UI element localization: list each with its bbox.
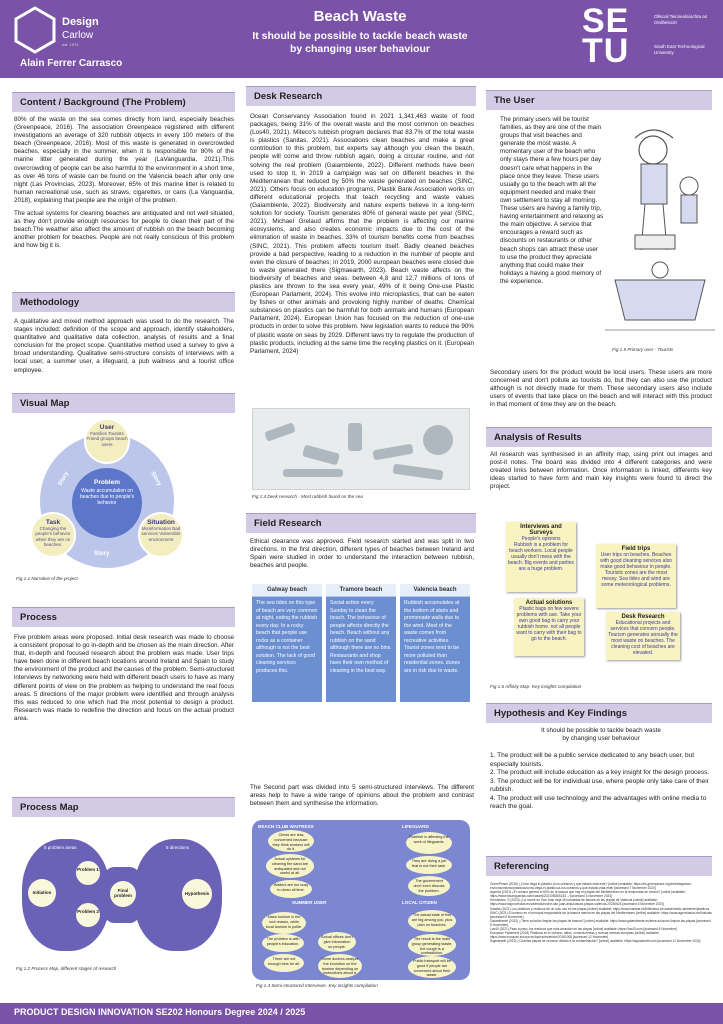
logo-line2: Carlow	[62, 30, 94, 41]
desk-research-heading: Desk Research	[246, 86, 476, 106]
author-name: Alain Ferrer Carrasco	[20, 58, 123, 69]
desk-research-note	[606, 612, 680, 660]
reference-item: Gaiambiente (2022) ¿Tiene solución limpiar las playas de basura? [online] available: https://www.gaiambiente.es/tiene-solucion-limpiar-las-playas [accessed 6 November]	[490, 918, 711, 927]
analysis-of-results-heading: Analysis of Results	[486, 427, 712, 447]
hypothesis-intro-line1: It should be possible to tackle beach waste	[541, 727, 661, 734]
visual-map-diagram	[22, 418, 192, 568]
insight-bubble: Actual offices don't give information on people.	[318, 932, 356, 952]
problem-1-node: Problem 1	[76, 861, 100, 885]
galway-beach-cell: The sea tides on this type of beach are very common at night, eating the rubbish every day. In a rocky beach that people use rocks as a container although is not the best solution. The lack of good cleaning services produces this.	[256, 600, 318, 674]
reference-item: Agenda (2021) ¿El océano genera el 80% de la basura que hay en playas del Mediterráneo en la temporada de verano? [online] available: https://www.lavanguardia.com/natural/20210608/5233.../ [accessed 3 November 2024]	[490, 890, 686, 899]
setu-english-name: South East Technological University	[654, 44, 705, 55]
insight-bubble: There are not enough bins for all.	[264, 954, 304, 972]
referencing-heading: Referencing	[486, 856, 712, 876]
design-carlow-logo	[14, 6, 134, 54]
subtitle-line1: It should be possible to tackle beach waste	[252, 30, 468, 42]
footer-text: PRODUCT DESIGN INNOVATION SE202 Honours Degree 2024 / 2025	[14, 1007, 306, 1017]
references-list	[490, 882, 712, 943]
user-circle	[84, 418, 130, 464]
desk-research-caption: Fig 1.4 Desk research - Most rubbish found on the sea	[252, 494, 363, 499]
field-trips-note-text: User trips on beaches. Beaches with good cleaning services also make good behaviour in people. Touristic zones are the most messy. Sea tides and wind are some meteorological problems.	[600, 552, 672, 588]
task-text: Changing the people's behavior when they are on beaches.	[35, 525, 71, 547]
can-shape	[423, 425, 453, 455]
hypothesis-item: 3. The product will be for individual use, where people only take care of their rubbish.	[490, 777, 709, 793]
desk-research-image	[252, 408, 470, 490]
situation-title: Situation	[147, 519, 175, 526]
insight-bubble: Public transport will be good if people are concerned about their waste.	[408, 956, 456, 978]
hypothesis-node: Hypothesis	[182, 879, 212, 909]
the-user-caption: Fig 1.5 Primary user - Tourists	[612, 347, 674, 352]
field-research-paragraph-2: The Second part was divided into 5 semi-structured interviews. The different areas help to have a wide range of opinions about the problem and contrast between them and synthesise the information.	[250, 784, 474, 808]
hypothesis-item: 1. The product will be a public service dedicated to any beach user, but especially tourists.	[490, 752, 695, 768]
situation-text: Misinformation Bad services Vulnerable environment	[141, 525, 181, 542]
content-heading: Content / Background (The Problem)	[12, 92, 235, 112]
hypothesis-item: 2. The product will include education as a key insight for the design process.	[490, 769, 710, 776]
content-paragraph-2: The actual systems for cleaning beaches are antiquated and not well situated, as they don't provide enough resources for people to clean their part of the beach.The weather also affect the amount of rubbish on the beach becoming another problem for beaches. People are not really conscious of this problem and how big it is.	[14, 210, 234, 250]
reference-item: European Parlament (2024) Plásticos en el océano: datos, consecuencias y nuevas normas europeas [online] available: https://www.europarl.europa.eu/topics/es/article/20181005 [accessed 12 November]	[490, 931, 660, 940]
hypothesis-list	[490, 752, 712, 812]
valencia-beach-column	[400, 584, 470, 702]
insight-bubble: The actual state of this are big among you, plus plan on beaches.	[408, 910, 456, 932]
poster-header	[0, 0, 723, 78]
logo-line1: Design	[62, 16, 99, 28]
methodology-paragraph: A qualitative and mixed method approach was used to do the research. The stages included: definition of the scope and approach, identify stakeholders, quantitative and qualitative data collection, analysis of results and a final conclusion for the project scope. Quantitative method used a survey to give a broad understanding. Qualitative semi-structure consists of interviews with a local user, a summer user, a lifeguard, a pub waitress and a tourist office employee.	[14, 318, 234, 374]
semi-title-local-citizen: LOCAL CITIZEN	[402, 900, 437, 905]
user-text: Families Tourists Friend groups beach users	[86, 430, 128, 447]
insight-bubble: The result is the main group generating waste, the cough is a contradiction.	[408, 934, 456, 956]
directions-label: 5 directions	[166, 845, 190, 850]
insight-bubble: The problem is with people's education.	[262, 934, 304, 952]
semi-title-summer-user: SUMMER USER	[292, 900, 327, 905]
tramore-beach-header: Tramore beach	[326, 584, 396, 597]
bottle-shape	[302, 445, 340, 466]
field-research-heading: Field Research	[246, 513, 476, 533]
methodology-heading: Methodology	[12, 292, 235, 312]
the-user-paragraph-1: The primary users will be tourist families, as they are one of the main groups that visit beaches and generate the most waste. A momentary user of the beach who only stays there a few hours per day doesn't care what happens in the place once they leave. These users usually go to the beach with all the equipment needed and make their own settlement to stay all morning. These users are having a family trip, having entertainment and relaxing as the main objective. A service that encourages a reward such as discounts on restaurants or other beach shops can attract these user to use the product they apreciate anything that could make their holidays a having a good memory of the experience.	[500, 116, 604, 285]
reference-item: Sigmaearth (2023) ¿Cuántas playas se cerraron debido a la contaminación? [online] available: https://sigmaearth.com [accessed 11 November 2024]	[490, 939, 701, 944]
reference-item: Los40 (2021) Paso a paso, los residuos que más abundan en las playas [online] available: https://los40.com [accessed 8 November]	[490, 927, 677, 932]
story-label-2: Story	[149, 470, 163, 488]
subtitle-line2: by changing user behaviour	[289, 43, 431, 55]
story-label-1: Story	[57, 470, 71, 488]
tourists-illustration-icon	[605, 120, 715, 345]
tramore-beach-cell: Social action every Sunday to clean the beach. The behaviour of people affects directly the beach. Beach without any rubbish on the sand although there are no bins. Restaurants and shop have their own method of cleaning in the best way.	[330, 600, 392, 674]
setu-line2: TU	[582, 32, 630, 70]
the-user-heading: The User	[486, 90, 712, 110]
insight-bubble: Mass tourism is the root reason, while local tourism is polite.	[262, 912, 306, 934]
poster-footer	[0, 1003, 723, 1024]
interviews-note	[506, 522, 576, 592]
problem-2-node: Problem 2	[76, 903, 100, 927]
actual-solutions-note-title: Actual solutions	[525, 600, 573, 606]
affinity-map-caption: Fig 1.6 Affinity Map- Key insights compilation	[490, 684, 582, 689]
field-trips-note-title: Field trips	[621, 546, 651, 552]
actual-solutions-note	[514, 598, 584, 656]
process-heading: Process	[12, 607, 235, 627]
semi-structured-interviews-map	[252, 820, 470, 980]
insight-bubble: Rubbish is affecting the work of lifeguards.	[406, 832, 452, 854]
semi-title-waitress: BEACH CLUB WAITRESS	[258, 824, 314, 829]
hypothesis-intro-line2: by changing user behaviour	[562, 735, 640, 743]
bottle-shape	[264, 422, 296, 442]
insight-bubble: Chess are less concerned because they think workers will do it.	[268, 830, 314, 852]
semi-structured-caption: Fig 1.4 Semi-structured Interviews- Key insights compilation	[256, 983, 378, 988]
setu-irish-name: Ollscoil Teicneolaíochta an Oirdheiscirt	[654, 14, 708, 25]
semi-title-lifeguard: LIFEGUARD	[402, 824, 429, 829]
story-label-3: Story	[94, 551, 110, 557]
insight-bubble: Waiters are too busy to clean all time.	[270, 880, 312, 898]
logo-line3: est. 1971	[62, 42, 79, 47]
problem-title: Problem	[93, 479, 120, 486]
user-title: User	[99, 424, 115, 431]
desk-research-paragraph: Ocean Conservancy Association found in 2021 1,341,463 waste of food packages, being 31% of the overall waste and the most common on beaches (Los40, 2021). Miteco's rubbish program declares that 83.7% of the total waste is plastics (Sanitas, 2021). Associations clean beaches and make a great contribution to this problem, but experts say although you clean the beach, people will come and throw rubbish again, doing a circular routine, and not solving the real problem (Gaiambiente, 2022). Different methods have been used to stop it, in 2019 a campaign was set on different beaches in the Mediterranean that reduced by 50% the waste generated on beaches (SINC, 2021). Others focus on education programs, Plastik Bank Association works on different educational projects that teach recycling and waste values (Gaiambiente, 2022). Biodiversity and nature experts believe in a long-term solution for society. Tourism generates 80% of general waste per year (SINC, 2021). Michael Grelaud affirms that the problem is affecting our marine ecosystems, and also creates economic impacts due to the cost of the elimination of waste in beaches. 33% of tourism benefits come from beaches (SINC, 2021). This problem affects tourism itself. Badly cleaned beaches provide a bad perspective, leading to a reduction in the number of people and even the closure of beaches; in 2019, 2000 european beaches were closed due to waste generated there (Sigmaearth, 2023). Beach waste affects on the biodiversity of beaches and seas. between 4,8 and 12,7 millions of tons of plastics are thrown to the sea every year, 49% of it being One-use Plastic (European Parlament, 2024). This evolve into microplastics, that can be eaten by fishes or other animals and provoking highly number of deaths. Chemical substances on plastics can be harmfull for both animals and humans (European Parlament, 2024). European Union has focused on the reduction of one-use products in order to solve this problem. New legislation wants to reduce the 90% of plastic waste on seas by 2029. Different laws try to regulate the production of plastic products, including at the same time the recyling plastics on it. (European Parlament, 2024)	[250, 113, 474, 355]
field-trips-note	[596, 544, 676, 608]
insight-bubble: They are doing a job that is not their task.	[406, 856, 452, 874]
visual-map-caption: Fig 1.1 Narrative of the project	[16, 576, 78, 581]
poster-subtitle	[180, 30, 540, 56]
problem-circle	[72, 468, 142, 538]
wrapper-shape	[393, 464, 444, 481]
task-title: Task	[45, 519, 61, 526]
hypothesis-intro	[490, 727, 712, 743]
the-user-paragraph-2: Secondary users for the product would be local users. These users are more concerned and don't pollute as tourists do, but they can also use the product although is not directly made for them. These secondary users also include users of events that take place on the beach and will interact with this product in that moment of time they are on the beach.	[490, 369, 712, 409]
process-paragraph: Five problem areas were proposed. Initial desk research was made to choose a consistent proposal to go in-depth and be chosen as the main direction. After that, in-depth and focused research about the problem was made. User trips have been done in different beach locations around Ireland and Spain to study the environment of the product and the causes of the problem. Semi-structured interviews by networking were held with different beach users to have as many different points of view on the problem as helping to understand the real focus areas. 5 directions of the major problem were identified and through analysis this was reduced to one which had the most potential to design a product. Research was made to redefine the direction and focus on the actual product area.	[14, 634, 234, 722]
process-map-heading: Process Map	[12, 797, 235, 817]
cup-shape	[348, 423, 362, 451]
insight-bubble: The government don't even discuss the problem.	[408, 876, 450, 896]
content-paragraph-1: 80% of the waste on the sea comes directly from land, especially beaches (Greenpeace, 2016). The association Greenpeace registered with different investigations an average of 320 rubbish objects in every 100 meters of the beach (Greenpeace, 2016). Most of this waste is generated in overcrowded beaches, especially in the summer, when it is responsible for 80% of the marine litter generated during the year (LaVanguardia, 2021).This overcrowding of people can be also harmful to the environment in a short time, as over 46 tons of waste can be found on the Valencia beach after only one night (Las Provincias, 2023). Moreover, 65% of this marine litter is related to human recreational use, such as straws, cigarettes, or cans (La Vanguardia, 2018), explaining that people are the origin of the problem.	[14, 116, 234, 204]
process-map-diagram	[16, 817, 228, 982]
insight-bubble: Some doctors analyze the evolution on the tourism depending on instructions about it.	[318, 954, 362, 978]
poster-title: Beach Waste	[313, 8, 407, 25]
initiation-node: Initiation	[28, 879, 56, 907]
actual-solutions-note-text: Plastic bags on few severe problems with use. Take your own good bag to carry your rubbish home. not all people want to carry with their bag to go to the beach.	[516, 606, 582, 642]
affinity-map	[492, 514, 712, 659]
setu-line1: SE	[582, 2, 630, 40]
bag-shape	[283, 469, 343, 477]
hexagon-logo-icon	[14, 6, 56, 54]
problem-areas-label: 5 problem areas	[44, 845, 77, 850]
interviews-note-text: Rubbish is a problem for beach workers. Local people usually don't mess with the beach. Big events and parties are a huge problem.	[508, 542, 574, 572]
galway-beach-header: Galway beach	[252, 584, 322, 597]
tramore-beach-column	[326, 584, 396, 702]
final-problem-node: Final problem	[110, 881, 136, 907]
process-map-caption: Fig 1.2 Process Map, different stages of research	[16, 966, 117, 971]
reference-item: Sanitas (2021) Los plásticos y residuos de un solo uso en las playas [online] available: https://www.sanitas.es/biblioteca-de-salud/medio-ambiente/plasticos	[490, 906, 710, 911]
valencia-beach-cell: Rubbish accumulates at the bottom of stairs and promenade walls due to the wind. Most of the waste comes from recreative activities. Tourist zones tend to be more polluted than residential zones. dunes are in risk due to waste.	[404, 600, 460, 674]
desk-research-note-text: Educational projects and services that concern people. Tourism generates annually the most waste on beaches. The cleaning cost of beaches are elevated.	[608, 620, 678, 656]
desk-research-note-title: Desk Research	[621, 614, 665, 620]
situation-circle	[138, 512, 184, 558]
problem-text: Waste accumulation on beaches due to people's behavior	[79, 488, 135, 506]
analysis-paragraph: All research was synthesised in an affinity map, using print out images and post-it notes. The board was divided into 4 different categories and were created links between information. Once information is linked, differents key ideas started to have form and main key insights were found to direct the project.	[490, 451, 712, 491]
task-circle	[30, 512, 76, 558]
hypothesis-item: 4. The product will use technology and the advantages with online media to reach the goal.	[490, 794, 707, 810]
valencia-beach-header: Valencia beach	[400, 584, 470, 597]
setu-logo	[582, 4, 717, 74]
visual-map-heading: Visual Map	[12, 393, 235, 413]
straw-shape	[372, 444, 413, 461]
hypothesis-heading: Hypothesis and Key Findings	[486, 703, 712, 723]
field-research-paragraph-1: Ethical clearance was approved. Field research started and was split in two directions. In the first direction, different types of beaches between Ireland and Spain were studied in order to understand the interaction between rubbish, beaches and people.	[250, 538, 474, 570]
interviews-note-sub: People's opinions	[521, 536, 561, 542]
galway-beach-column	[252, 584, 322, 702]
reference-item: GreenPeace (2016) ¿Cómo llega el plástico a los océanos y que estado está este? [online] available: https://es.greenpeace.org/es/trabajamos-en/consumismo/plasticos/como-llega-el-plastico-a-los-oceanos-y-que-estado-esta-este/ [accessed 7 November 2024]	[490, 882, 692, 891]
insight-bubble: Actual systems for cleaning the sand are antiquated and not useful at all.	[266, 854, 314, 878]
reference-item: SINC (2021) El turismo en el principal responsable de la basura marina en las playas del Mediterráneo [online] available: https://www.agenciasinc.es/Noticias [accessed 6 November]	[490, 910, 712, 919]
reference-item: Hernandez, S (2023) ¿La noche de San Juan deja 46 toneladas de basura en las playas de Valencia [online] available: https://www.lasprovincias.es/valencia/noche-san-juan-deja-basura-playas-valencia-20230624 [accessed 6 November 2024]	[490, 898, 664, 907]
interviews-note-title: Interviews and Surveys	[520, 524, 562, 536]
